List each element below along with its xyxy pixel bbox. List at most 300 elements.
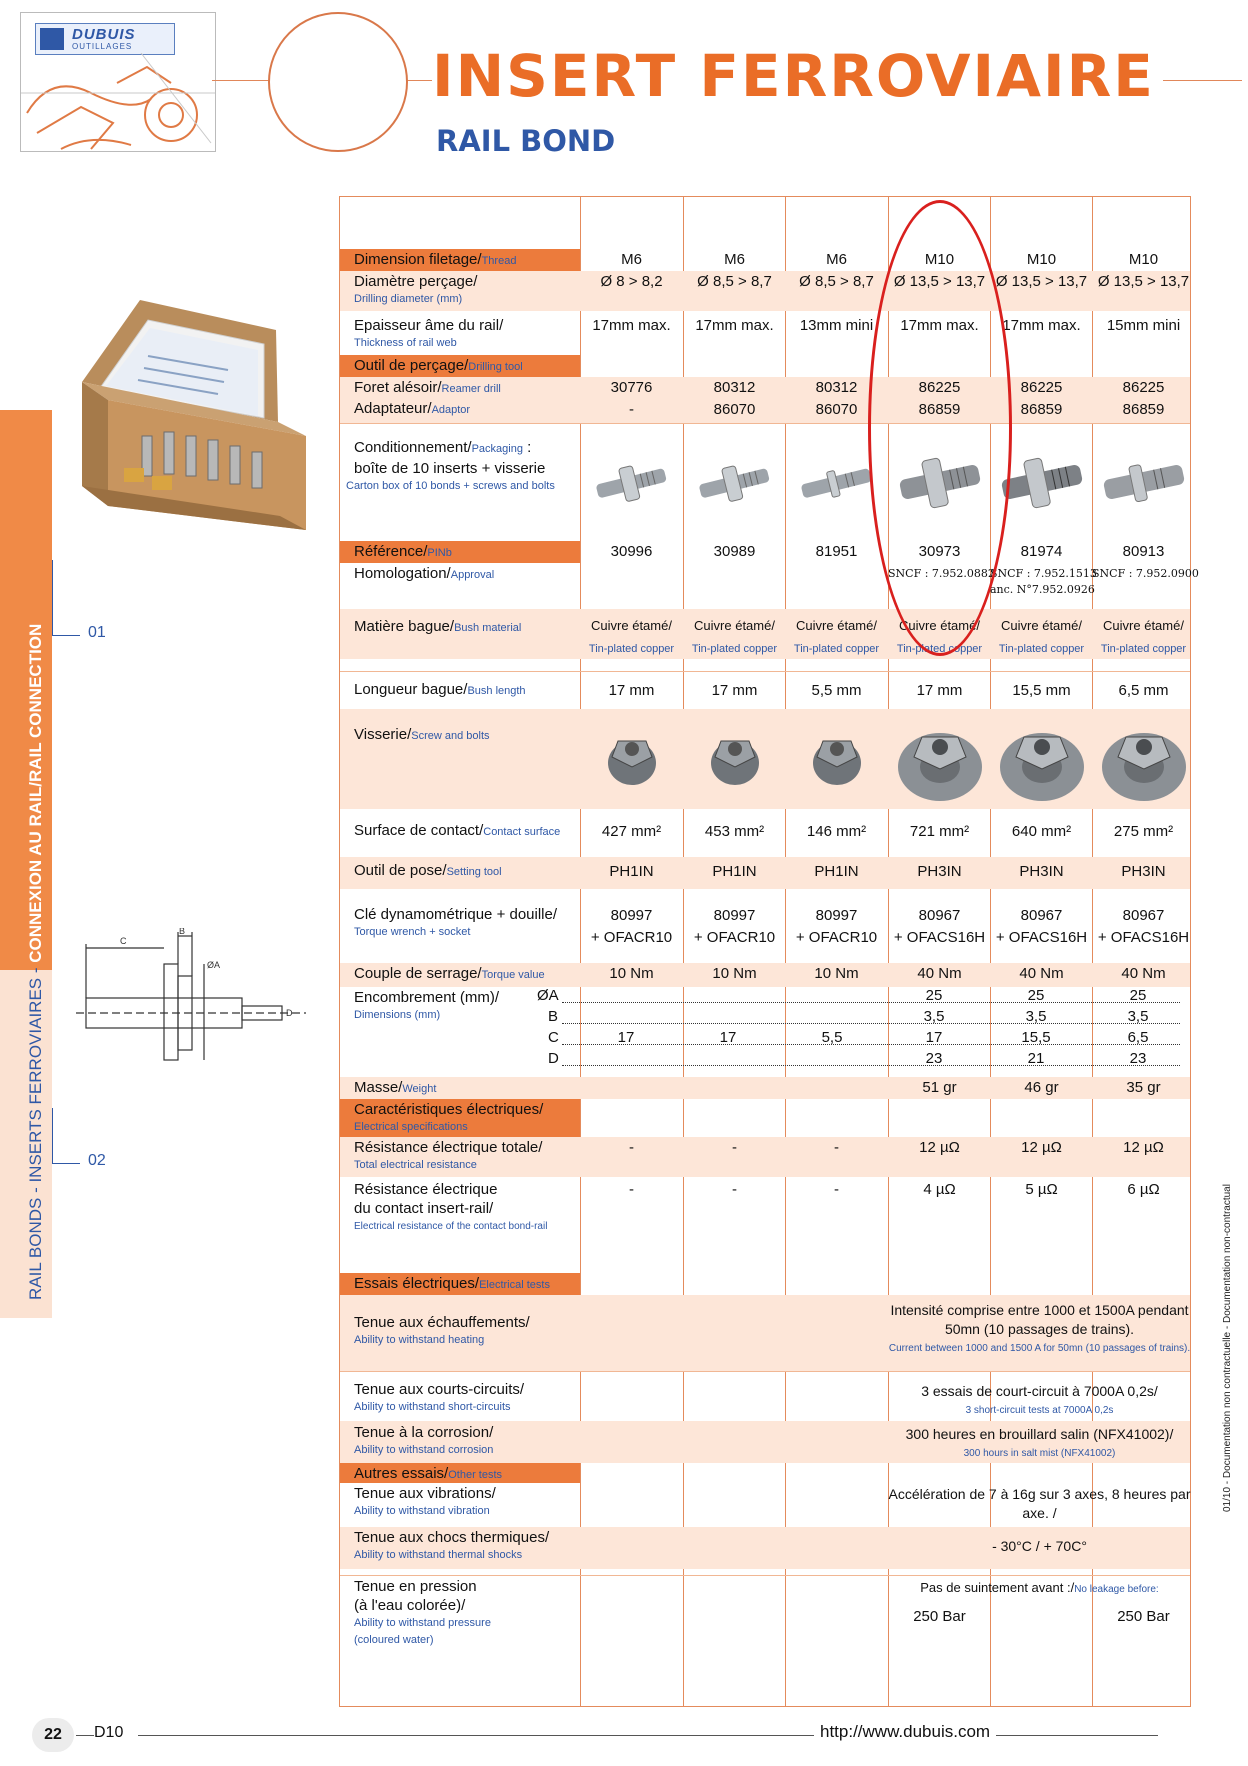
dimension-leader xyxy=(562,1023,1180,1024)
dimension-value: 5,5 xyxy=(821,1029,843,1046)
row-label xyxy=(340,271,580,311)
row-weight xyxy=(340,1077,1190,1099)
torque-wrench-value: 80967 xyxy=(1020,907,1063,924)
contact-resistance-value: - xyxy=(834,1181,839,1198)
row-label xyxy=(340,1179,580,1253)
row-thread xyxy=(340,249,1190,271)
heating-value-en: Current between 1000 and 1500 A for 50mn (10 passages of trains). xyxy=(888,1343,1191,1354)
row-label xyxy=(340,1527,580,1569)
torque-wrench-value: 80997 xyxy=(713,907,756,924)
socket-value: + OFACS16H xyxy=(893,929,986,946)
figure-1-label: 01 xyxy=(88,624,106,641)
label-fr: boîte de 10 inserts + visserie xyxy=(354,460,546,477)
socket-value: + OFACR10 xyxy=(693,929,776,946)
adaptor-value: 86859 xyxy=(918,401,961,418)
torque-wrench-value: 80967 xyxy=(1122,907,1165,924)
disclaimer-note: 01/10 - Documentation non contractuelle - Documentation non-contractual xyxy=(1222,1184,1233,1512)
dimension-key: D xyxy=(548,1050,559,1067)
row-label xyxy=(340,1077,580,1099)
label-en: Ability to withstand heating xyxy=(354,1334,485,1346)
adaptor-value: - xyxy=(629,401,634,418)
contact-surface-value: 275 mm² xyxy=(1113,823,1174,840)
pressure-note xyxy=(888,1578,1191,1599)
label-en: Adaptor xyxy=(431,404,471,416)
reamer-value: 86225 xyxy=(1020,379,1063,396)
dimension-value: 21 xyxy=(1027,1050,1045,1067)
torque-wrench-value: 80997 xyxy=(610,907,653,924)
bush-material-fr: Cuivre étamé/ xyxy=(796,618,877,633)
insert-product-image xyxy=(795,432,879,532)
label-fr: Référence/ xyxy=(354,543,428,560)
figure-1-callout xyxy=(52,560,80,636)
label-fr: Conditionnement/ xyxy=(354,439,472,456)
row-torque-value xyxy=(340,963,1190,987)
thread-value: M6 xyxy=(621,251,642,268)
row-bush-length xyxy=(340,671,1190,709)
bush-material-cell xyxy=(683,609,786,660)
torque-wrench-cell xyxy=(785,895,888,949)
bush-material-cell xyxy=(785,609,888,660)
row-contact-resistance xyxy=(340,1179,1190,1253)
setting-tool-value: PH3IN xyxy=(1019,863,1064,880)
bush-material-en: Tin-plated copper xyxy=(896,643,983,655)
svg-text:C: C xyxy=(120,936,127,946)
nut-washer-image xyxy=(707,723,763,789)
label-en: Packaging xyxy=(471,443,523,455)
label-fr: Tenue en pression xyxy=(354,1578,477,1595)
row-torque-wrench xyxy=(340,895,1190,959)
dimension-value: 17 xyxy=(617,1029,635,1046)
socket-value: + OFACR10 xyxy=(590,929,673,946)
pressure-note-en: No leakage before: xyxy=(1074,1584,1159,1595)
label-fr: Homologation/ xyxy=(354,565,451,582)
bush-material-cell xyxy=(990,609,1093,660)
torque-wrench-cell xyxy=(888,895,991,949)
highlight-ring-annotation xyxy=(868,200,1012,656)
side-category-part2: CONNEXION AU RAIL/RAIL CONNECTION xyxy=(26,623,45,963)
setting-tool-value: PH1IN xyxy=(814,863,859,880)
page-subtitle: RAIL BOND xyxy=(436,124,616,158)
label-fr: Clé dynamométrique + douille/ xyxy=(354,906,558,923)
row-drill-diameter xyxy=(340,271,1190,311)
nut-washer-image xyxy=(998,723,1086,803)
weight-value: 46 gr xyxy=(1024,1079,1059,1096)
setting-tool-value: PH1IN xyxy=(712,863,757,880)
dimension-drawing xyxy=(76,928,326,1098)
vibration-value-fr: Accélération de 7 à 16g sur 3 axes, 8 heures par axe. / xyxy=(888,1486,1191,1521)
label-fr: du contact insert-rail/ xyxy=(354,1200,494,1217)
dimension-value: 23 xyxy=(925,1050,943,1067)
label-en: Other tests xyxy=(448,1469,503,1481)
label-en: Ability to withstand pressure xyxy=(354,1617,491,1629)
reamer-value: 80312 xyxy=(815,379,858,396)
reamer-value: 30776 xyxy=(610,379,653,396)
reamer-value: 80312 xyxy=(713,379,756,396)
bush-material-fr: Cuivre étamé/ xyxy=(899,618,980,633)
dimension-value: 17 xyxy=(925,1029,943,1046)
weight-value: 35 gr xyxy=(1126,1079,1161,1096)
label-en: Bush length xyxy=(467,685,526,697)
row-total-resistance xyxy=(340,1137,1190,1177)
approval-value: SNCF : 7.952.1513 xyxy=(990,567,1097,580)
reference-value: 81951 xyxy=(815,543,858,560)
bush-material-cell xyxy=(1092,609,1195,660)
bush-material-en: Tin-plated copper xyxy=(691,643,778,655)
bush-length-value: 17 mm xyxy=(711,682,758,699)
row-label xyxy=(340,895,580,959)
label-fr: Diamètre perçage/ xyxy=(354,273,478,290)
specifications-table xyxy=(339,196,1199,1707)
socket-value: + OFACS16H xyxy=(1097,929,1190,946)
total-resistance-value: 12 µΩ xyxy=(1123,1139,1164,1156)
corrosion-value-en: 300 hours in salt mist (NFX41002) xyxy=(963,1448,1116,1459)
label-en: Electrical tests xyxy=(479,1279,550,1291)
row-label xyxy=(340,1137,580,1177)
dimension-value: 3,5 xyxy=(1127,1008,1149,1025)
label-fr: Tenue aux vibrations/ xyxy=(354,1485,496,1502)
dimension-value: 25 xyxy=(925,987,943,1004)
bush-length-value: 17 mm xyxy=(916,682,963,699)
row-setting-tool xyxy=(340,857,1190,889)
label-en: Electrical resistance of the contact bond-rail xyxy=(354,1221,548,1232)
drill-diameter-value: Ø 8,5 > 8,7 xyxy=(697,273,772,290)
header-circle-decoration xyxy=(268,12,408,152)
reference-value: 80913 xyxy=(1122,543,1165,560)
label-en: Ability to withstand vibration xyxy=(354,1505,490,1517)
contact-resistance-value: - xyxy=(629,1181,634,1198)
short-circuit-value-en: 3 short-circuit tests at 7000A 0,2s xyxy=(965,1405,1114,1416)
short-circuit-value xyxy=(888,1382,1191,1420)
label-en: Bush material xyxy=(454,622,522,634)
web-thickness-value: 15mm mini xyxy=(1106,317,1181,334)
label-fr: Essais électriques/ xyxy=(354,1275,480,1292)
total-resistance-value: - xyxy=(629,1139,634,1156)
corrosion-value xyxy=(888,1425,1191,1463)
row-label xyxy=(340,424,580,541)
row-label xyxy=(340,563,580,607)
label-en: Screw and bolts xyxy=(411,730,490,742)
logo-block xyxy=(20,12,216,152)
row-label xyxy=(340,857,580,889)
bush-length-value: 17 mm xyxy=(608,682,655,699)
dimension-value: 3,5 xyxy=(923,1008,945,1025)
adaptor-value: 86070 xyxy=(713,401,756,418)
nut-washer-image xyxy=(896,723,984,803)
web-thickness-value: 17mm max. xyxy=(695,317,774,334)
footer-rule-left xyxy=(76,1735,94,1736)
contact-resistance-value: 4 µΩ xyxy=(923,1181,956,1198)
nut-washer-image xyxy=(1100,723,1188,803)
label-fr: Longueur bague/ xyxy=(354,681,468,698)
insert-product-image xyxy=(693,432,777,532)
dimension-leader xyxy=(562,1044,1180,1045)
row-other-tests xyxy=(340,1463,1190,1483)
reamer-adaptor-cell xyxy=(1092,377,1195,421)
row-drilling-tool xyxy=(340,355,1190,377)
dimension-leader xyxy=(562,1002,1180,1003)
label-fr: Surface de contact/ xyxy=(354,822,484,839)
label-en: Ability to withstand thermal shocks xyxy=(354,1549,523,1561)
label-en: Setting tool xyxy=(446,866,502,878)
label-fr: Encombrement (mm)/ xyxy=(354,989,500,1006)
label-fr: Adaptateur/ xyxy=(354,400,432,417)
side-category-label xyxy=(26,624,46,1300)
reference-value: 81974 xyxy=(1020,543,1063,560)
row-web-thickness xyxy=(340,315,1190,355)
row-approval xyxy=(340,563,1199,607)
thread-value: M10 xyxy=(1026,251,1057,268)
bush-length-value: 5,5 mm xyxy=(811,682,862,699)
row-label xyxy=(340,1483,580,1527)
row-electrical-specs xyxy=(340,1099,1190,1137)
bush-material-fr: Cuivre étamé/ xyxy=(1103,618,1184,633)
label-fr: Tenue aux échauffements/ xyxy=(354,1314,530,1331)
torque-value: 10 Nm xyxy=(712,965,757,982)
row-electrical-tests xyxy=(340,1273,1190,1295)
side-category-part1: RAIL BONDS - INSERTS FERROVIAIRES - xyxy=(26,962,45,1300)
thread-value: M6 xyxy=(724,251,745,268)
web-thickness-value: 13mm mini xyxy=(799,317,874,334)
corrosion-value-fr: 300 heures en brouillard salin (NFX41002)/ xyxy=(905,1426,1174,1442)
approval-cell xyxy=(990,563,1097,598)
drill-diameter-value: Ø 13,5 > 13,7 xyxy=(1097,273,1190,290)
contact-surface-value: 640 mm² xyxy=(1011,823,1072,840)
label-fr: Tenue à la corrosion/ xyxy=(354,1424,494,1441)
row-label xyxy=(340,315,580,355)
torque-value: 10 Nm xyxy=(609,965,654,982)
heating-value-fr: Intensité comprise entre 1000 et 1500A pendant 50mn (10 passages de trains). xyxy=(890,1302,1189,1337)
setting-tool-value: PH3IN xyxy=(917,863,962,880)
dimension-value: 15,5 xyxy=(1021,1029,1051,1046)
total-resistance-value: - xyxy=(732,1139,737,1156)
torque-value: 40 Nm xyxy=(1019,965,1064,982)
contact-surface-value: 146 mm² xyxy=(806,823,867,840)
row-dimensions xyxy=(340,987,1190,1073)
bush-material-fr: Cuivre étamé/ xyxy=(694,618,775,633)
label-fr: Caractéristiques électriques/ xyxy=(354,1101,544,1118)
label-fr: Foret alésoir/ xyxy=(354,379,442,396)
label-fr: Tenue aux chocs thermiques/ xyxy=(354,1529,550,1546)
contact-surface-value: 453 mm² xyxy=(704,823,765,840)
socket-value: + OFACS16H xyxy=(995,929,1088,946)
bush-material-en: Tin-plated copper xyxy=(588,643,675,655)
nut-washer-image xyxy=(809,723,865,789)
row-heating xyxy=(340,1295,1190,1371)
approval-value: SNCF : 7.952.0900 xyxy=(1092,567,1199,580)
logo-mark-icon xyxy=(40,28,64,50)
torque-value: 40 Nm xyxy=(1121,965,1166,982)
label-en: PINb xyxy=(427,547,452,559)
page-code: D10 xyxy=(94,1724,124,1741)
label-fr: Outil de perçage/ xyxy=(354,357,469,374)
page-number: 22 xyxy=(32,1718,74,1752)
setting-tool-value: PH3IN xyxy=(1121,863,1166,880)
product-box-photo xyxy=(78,286,308,532)
logo-brand: DUBUIS xyxy=(72,26,136,43)
bush-length-value: 6,5 mm xyxy=(1118,682,1169,699)
insert-product-image xyxy=(590,432,674,532)
torque-wrench-cell xyxy=(580,895,683,949)
bush-material-en: Tin-plated copper xyxy=(1100,643,1187,655)
figure-2-callout xyxy=(52,1108,80,1164)
label-fr: Outil de pose/ xyxy=(354,862,447,879)
row-label xyxy=(340,672,580,709)
short-circuit-value-fr: 3 essais de court-circuit à 7000A 0,2s/ xyxy=(921,1383,1158,1399)
label-en: Thread xyxy=(481,255,517,267)
reamer-value: 86225 xyxy=(918,379,961,396)
footer-rule xyxy=(138,1735,1158,1736)
row-label xyxy=(340,355,580,377)
label-fr: Couple de serrage/ xyxy=(354,965,482,982)
row-label xyxy=(340,1463,580,1483)
label-en: Electrical specifications xyxy=(354,1121,468,1133)
bush-material-fr: Cuivre étamé/ xyxy=(1001,618,1082,633)
dimension-key: ØA xyxy=(537,987,559,1004)
label-fr: Epaisseur âme du rail/ xyxy=(354,317,504,334)
setting-tool-value: PH1IN xyxy=(609,863,654,880)
weight-value: 51 gr xyxy=(922,1079,957,1096)
web-thickness-value: 17mm max. xyxy=(1002,317,1081,334)
bush-material-en: Tin-plated copper xyxy=(793,643,880,655)
thread-value: M6 xyxy=(826,251,847,268)
page-title: INSERT FERROVIAIRE xyxy=(432,40,1163,112)
dimension-value: 6,5 xyxy=(1127,1029,1149,1046)
reamer-adaptor-cell xyxy=(683,377,786,421)
label-fr: Dimension filetage/ xyxy=(354,251,482,268)
row-label xyxy=(340,1421,580,1463)
row-label xyxy=(340,809,580,853)
label-fr: Masse/ xyxy=(354,1079,403,1096)
torque-wrench-cell xyxy=(683,895,786,949)
row-label xyxy=(340,609,580,659)
drill-diameter-value: Ø 13,5 > 13,7 xyxy=(893,273,986,290)
label-en: Weight xyxy=(402,1083,437,1095)
row-label xyxy=(340,249,580,271)
drill-diameter-value: Ø 13,5 > 13,7 xyxy=(995,273,1088,290)
svg-text:B: B xyxy=(179,928,186,936)
drill-diameter-value: Ø 8,5 > 8,7 xyxy=(799,273,874,290)
dimension-row-c xyxy=(340,1029,1192,1051)
tool-sketch-illustration xyxy=(21,53,216,152)
dimension-value: 17 xyxy=(719,1029,737,1046)
label-en: Contact surface xyxy=(483,826,561,838)
total-resistance-value: - xyxy=(834,1139,839,1156)
label-fr: Visserie/ xyxy=(354,726,412,743)
row-thermal-shocks xyxy=(340,1527,1190,1569)
bush-material-fr: Cuivre étamé/ xyxy=(591,618,672,633)
row-label xyxy=(340,1576,580,1655)
label-fr: Matière bague/ xyxy=(354,618,455,635)
label-en: Carton box of 10 bonds + screws and bolts xyxy=(346,480,555,492)
bush-material-cell xyxy=(580,609,683,660)
dimension-value: 23 xyxy=(1129,1050,1147,1067)
total-resistance-value: 12 µΩ xyxy=(919,1139,960,1156)
label-fr: Autres essais/ xyxy=(354,1465,449,1482)
label-colon: : xyxy=(522,439,532,456)
approval-value: SNCF : 7.952.0882 xyxy=(888,567,995,580)
label-en: Ability to withstand corrosion xyxy=(354,1444,494,1456)
adaptor-value: 86859 xyxy=(1122,401,1165,418)
heating-value xyxy=(888,1301,1191,1358)
nut-washer-image xyxy=(604,723,660,789)
row-reamer-adaptor xyxy=(340,377,1190,423)
row-reference xyxy=(340,541,1190,563)
row-label xyxy=(340,541,580,563)
thread-value: M10 xyxy=(1128,251,1159,268)
insert-product-image xyxy=(1100,432,1188,532)
row-label xyxy=(340,1372,580,1421)
website-link[interactable]: http://www.dubuis.com xyxy=(814,1722,996,1742)
contact-resistance-value: - xyxy=(732,1181,737,1198)
bush-length-value: 15,5 mm xyxy=(1012,682,1071,699)
row-vibration xyxy=(340,1483,1190,1527)
row-short-circuit xyxy=(340,1371,1190,1421)
contact-surface-value: 427 mm² xyxy=(601,823,662,840)
adaptor-value: 86859 xyxy=(1020,401,1063,418)
logo-subtitle: OUTILLAGES xyxy=(72,42,133,51)
torque-value: 10 Nm xyxy=(814,965,859,982)
row-label xyxy=(340,1273,580,1295)
pressure-value: 250 Bar xyxy=(913,1608,966,1625)
dimension-key: B xyxy=(548,1008,559,1025)
torque-value: 40 Nm xyxy=(917,965,962,982)
label-en: Thickness of rail web xyxy=(354,337,457,349)
row-pressure xyxy=(340,1575,1190,1655)
row-label xyxy=(340,1099,580,1137)
figure-2-label: 02 xyxy=(88,1152,106,1169)
row-bush-material xyxy=(340,609,1190,659)
drill-diameter-value: Ø 8 > 8,2 xyxy=(600,273,663,290)
label-en: Reamer drill xyxy=(441,383,501,395)
thermal-value: - 30°C / + 70C° xyxy=(992,1538,1087,1554)
row-label xyxy=(340,963,580,987)
label-en: Drilling diameter (mm) xyxy=(354,293,463,305)
dimension-row-a xyxy=(340,987,1192,1009)
dimension-row-b xyxy=(340,1008,1192,1030)
row-screws xyxy=(340,709,1190,809)
torque-wrench-cell xyxy=(1092,895,1195,949)
label-en: (coloured water) xyxy=(354,1634,434,1646)
label-en: Total electrical resistance xyxy=(354,1159,477,1171)
row-packaging xyxy=(340,423,1190,541)
label-en: Drilling tool xyxy=(468,361,523,373)
web-thickness-value: 17mm max. xyxy=(592,317,671,334)
svg-text:ØA: ØA xyxy=(207,960,221,970)
label-en: Dimensions (mm) xyxy=(354,1009,441,1021)
reamer-adaptor-cell xyxy=(580,377,683,421)
label-en: Approval xyxy=(450,569,495,581)
adaptor-value: 86070 xyxy=(815,401,858,418)
total-resistance-value: 12 µΩ xyxy=(1021,1139,1062,1156)
torque-wrench-value: 80967 xyxy=(918,907,961,924)
dimension-row-d xyxy=(340,1050,1192,1072)
pressure-note-fr: Pas de suintement avant :/ xyxy=(920,1580,1075,1595)
pressure-value: 250 Bar xyxy=(1117,1608,1170,1625)
contact-surface-value: 721 mm² xyxy=(909,823,970,840)
svg-text:D: D xyxy=(286,1008,293,1018)
label-fr: Résistance électrique totale/ xyxy=(354,1139,543,1156)
label-fr: Résistance électrique xyxy=(354,1181,498,1198)
web-thickness-value: 17mm max. xyxy=(900,317,979,334)
dimension-value: 25 xyxy=(1027,987,1045,1004)
contact-resistance-value: 6 µΩ xyxy=(1127,1181,1160,1198)
thread-value: M10 xyxy=(924,251,955,268)
row-label xyxy=(340,709,580,809)
reamer-value: 86225 xyxy=(1122,379,1165,396)
company-logo xyxy=(35,23,175,55)
dimension-key: C xyxy=(548,1029,559,1046)
bush-material-en: Tin-plated copper xyxy=(998,643,1085,655)
